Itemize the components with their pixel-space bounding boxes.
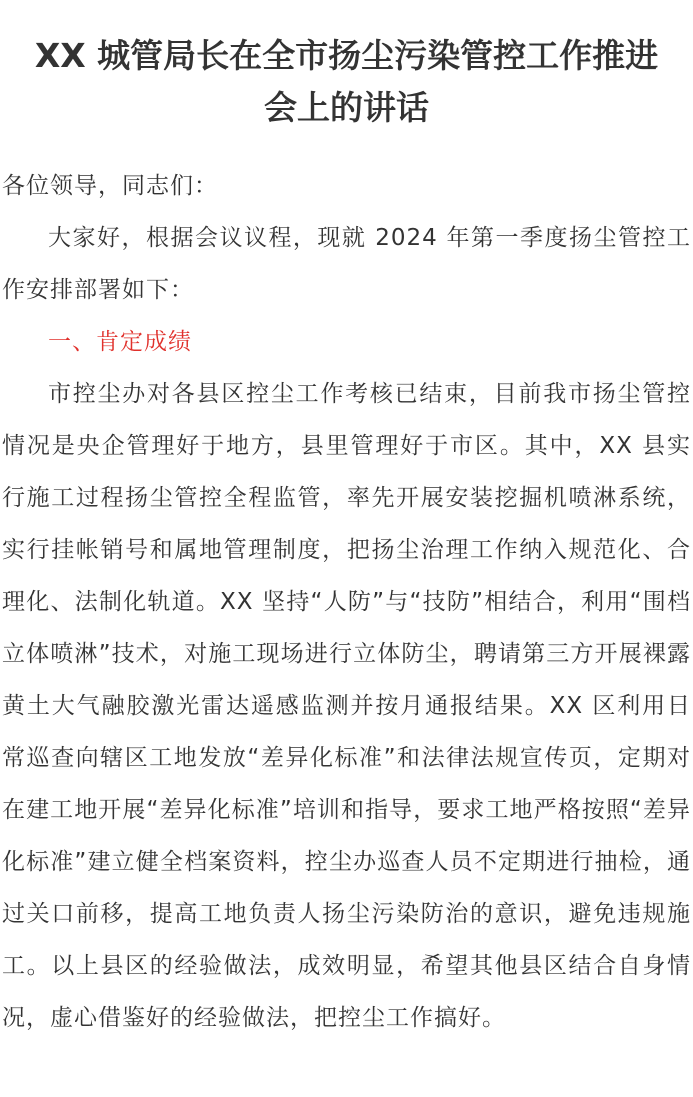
- document-body: [2, 160, 691, 1044]
- section-paragraph: 市控尘办对各县区控尘工作考核已结束，目前我市扬尘管控情况是央企管理好于地方，县里管理好于市区。其中，XX 县实行施工过程扬尘管控全程监管，率先开展安装挖掘机喷淋系统，实行挂帐销号和属地管理制度，把扬尘治理工作纳入规范化、合理化、法制化轨道。XX 坚持“人防”与“技防”相结合，利用“围档立体喷淋”技术，对施工现场进行立体防尘，聘请第三方开展裸露黄土大气融胶激光雷达遥感监测并按月通报结果。XX 区利用日常巡查向辖区工地发放“差异化标准”和法律法规宣传页，定期对在建工地开展“差异化标准”培训和指导，要求工地严格按照“差异化标准”建立健全档案资料，控尘办巡查人员不定期进行抽检，通过关口前移，提高工地负责人扬尘污染防治的意识，避免违规施工。以上县区的经验做法，成效明显，希望其他县区结合自身情况，虚心借鉴好的经验做法，把控尘工作搞好。: [2, 381, 691, 1031]
- section-heading: 一、肯定成绩: [48, 329, 192, 355]
- salutation: 各位领导，同志们：: [2, 173, 218, 199]
- title-line-1: XX 城管局长在全市扬尘污染管控工作推进: [34, 36, 659, 75]
- title-line-2: 会上的讲话: [264, 88, 429, 127]
- intro-paragraph: 大家好，根据会议议程，现就 2024 年第一季度扬尘管控工作安排部署如下：: [2, 225, 691, 303]
- document-title: [2, 30, 691, 134]
